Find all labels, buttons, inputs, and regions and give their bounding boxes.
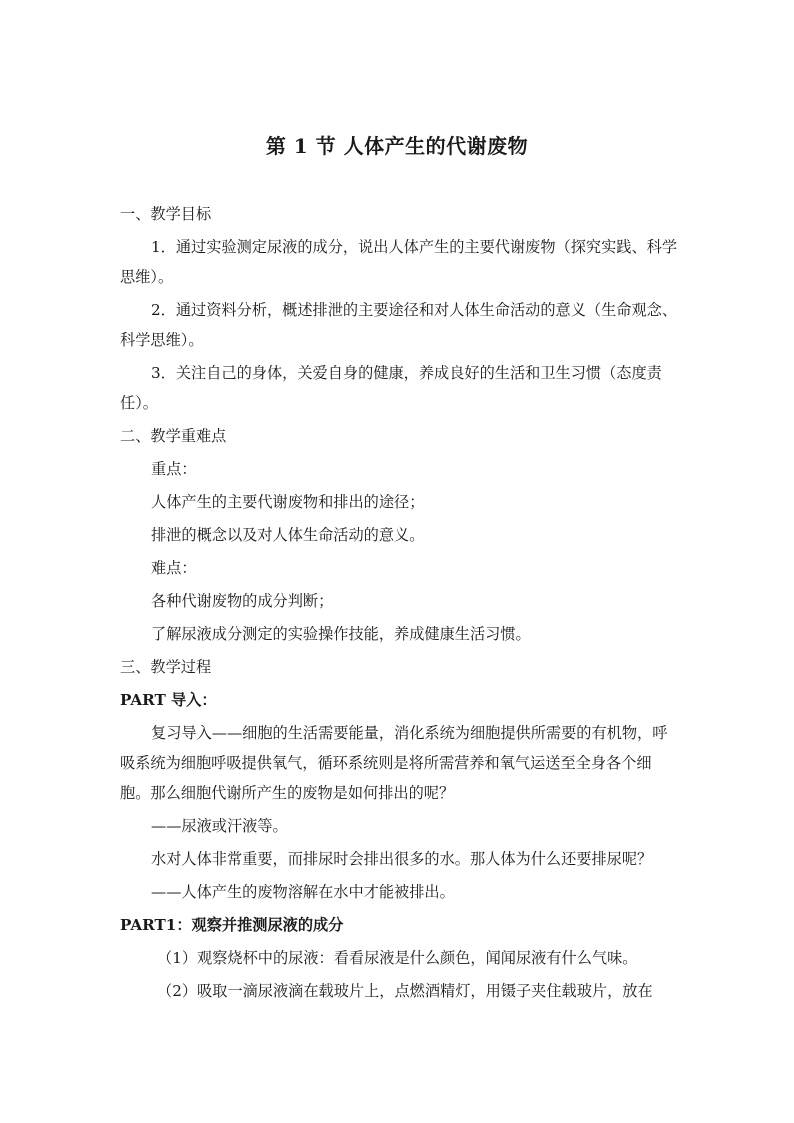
document-title: 第 1 节 人体产生的代谢废物 [265, 134, 529, 158]
difficult-point-item-2: 了解尿液成分测定的实验操作技能，养成健康生活习惯。 [151, 625, 531, 643]
section-heading-key-points: 二、教学重难点 [120, 427, 227, 445]
objective-item-2: 2．通过资料分析，概述排泄的主要途径和对人体生命活动的意义（生命观念、科学思维）。 [120, 301, 678, 349]
step-2: （2）吸取一滴尿液滴在载玻片上，点燃酒精灯，用镊子夹住载玻片，放在 [157, 982, 653, 1000]
difficult-points-label: 难点： [151, 559, 197, 577]
part1-label: PART1：观察并推测尿液的成分 [120, 916, 344, 934]
section-heading-objectives: 一、教学目标 [120, 205, 212, 223]
intro-paragraph: 复习导入——细胞的生活需要能量，消化系统为细胞提供所需要的有机物，呼吸系统为细胞呼吸提供氧气，循环系统则是将所需营养和氧气运送至全身各个细胞。那么细胞代谢所产生的废物是如何排出的呢？ [120, 724, 668, 802]
step-1: （1）观察烧杯中的尿液：看看尿液是什么颜色，闻闻尿液有什么气味。 [157, 949, 638, 967]
section-heading-process: 三、教学过程 [120, 658, 212, 676]
key-points-label: 重点： [151, 460, 197, 478]
answer-2: ——人体产生的废物溶解在水中才能被排出。 [151, 883, 455, 901]
document-body [120, 199, 680, 1006]
key-point-item-2: 排泄的概念以及对人体生命活动的意义。 [151, 526, 425, 544]
objective-item-1: 1．通过实验测定尿液的成分，说出人体产生的主要代谢废物（探究实践、科学思维）。 [120, 238, 678, 286]
answer-1: ——尿液或汗液等。 [151, 817, 288, 835]
objective-item-3: 3．关注自己的身体，关爱自身的健康，养成良好的生活和卫生习惯（态度责任）。 [120, 364, 662, 412]
difficult-point-item-1: 各种代谢废物的成分判断； [151, 592, 334, 610]
part-intro-label: PART 导入： [120, 691, 217, 709]
key-point-item-1: 人体产生的主要代谢废物和排出的途径； [151, 493, 425, 511]
question-2: 水对人体非常重要，而排尿时会排出很多的水。那人体为什么还要排尿呢？ [151, 850, 653, 868]
